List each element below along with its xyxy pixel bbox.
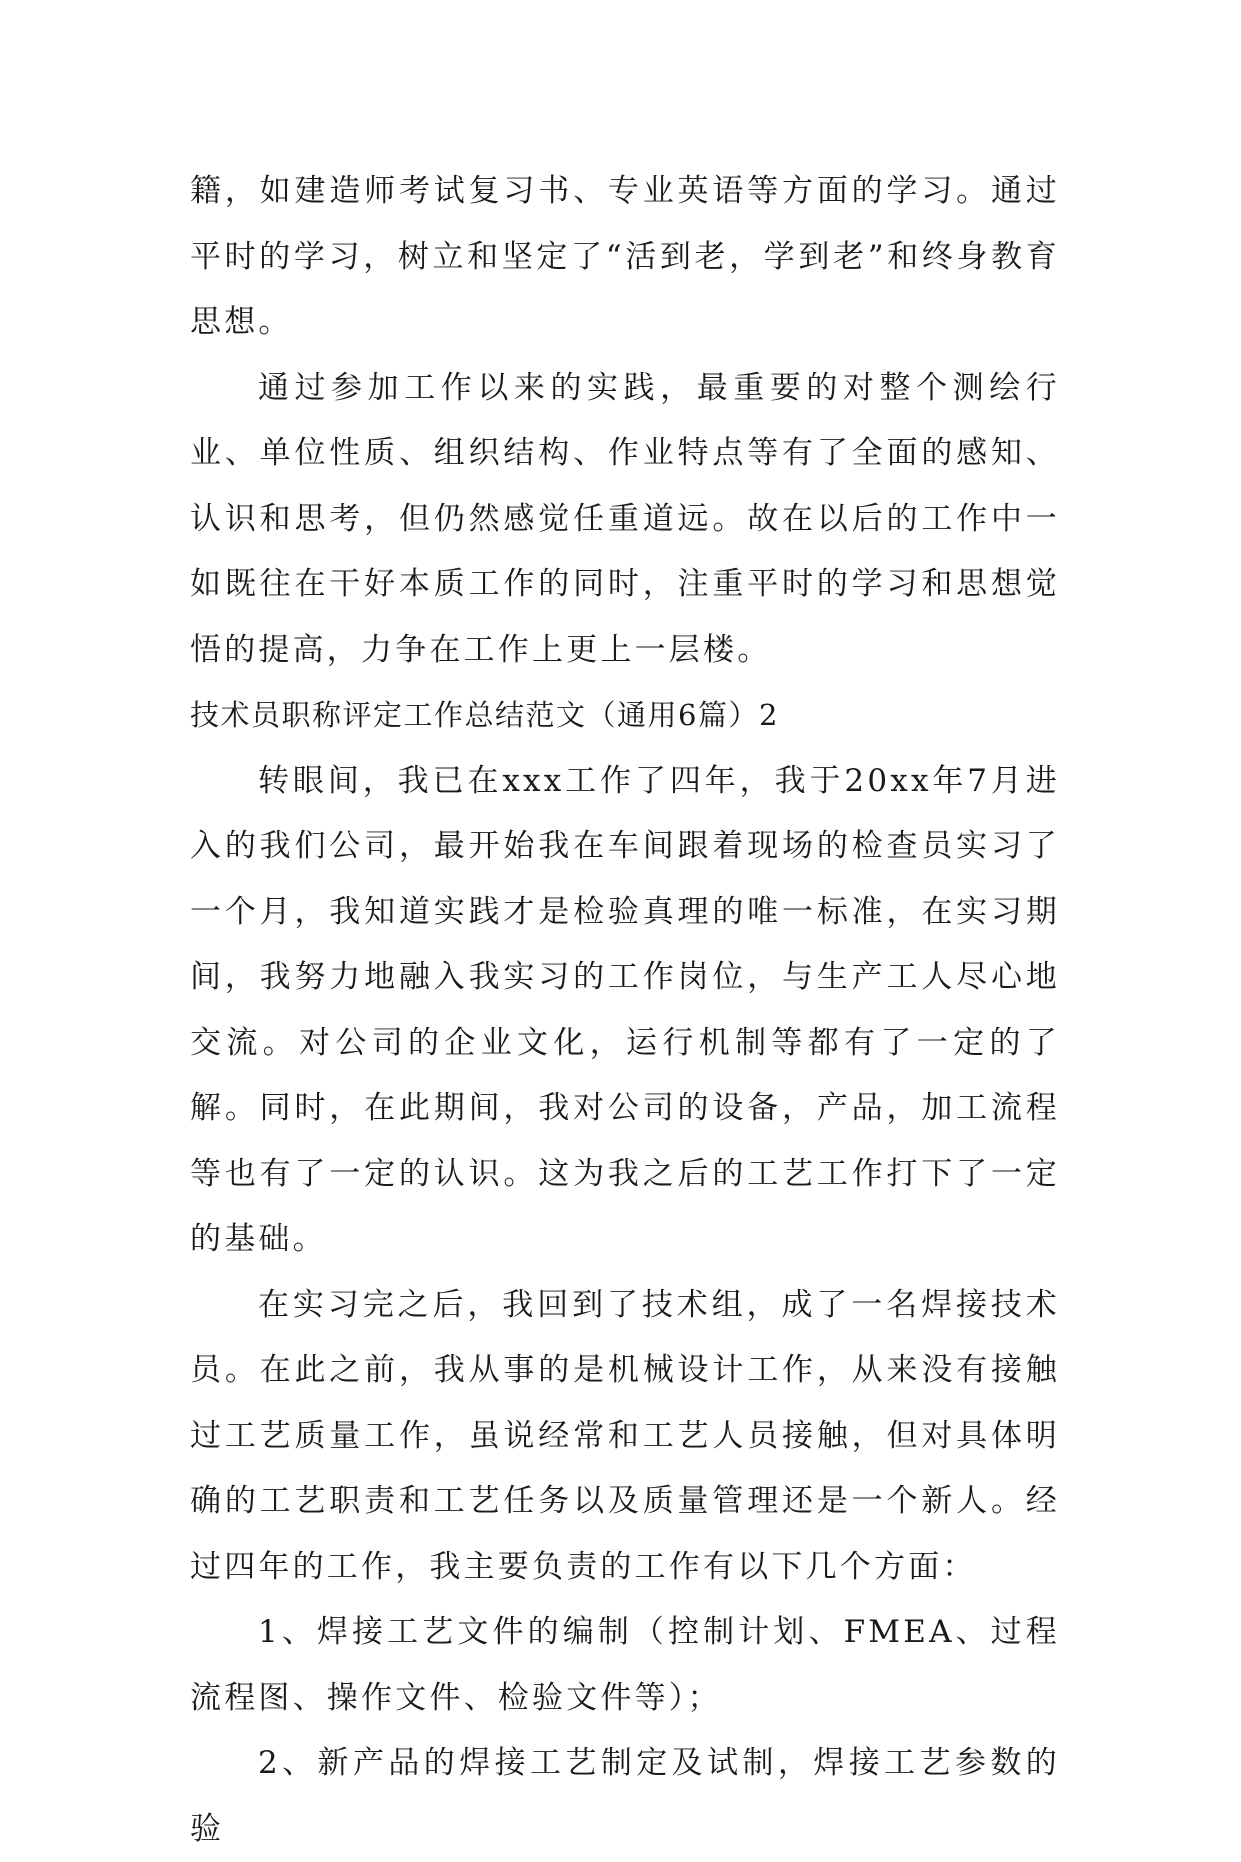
document-body (190, 159, 1060, 1862)
paragraph-internship: 转眼间，我已在xxx工作了四年，我于20xx年7月进入的我们公司，最开始我在车间跟着现场的检查员实习了一个月，我知道实践才是检验真理的唯一标准，在实习期间，我努力地融入我实习的工作岗位，与生产工人尽心地交流。对公司的企业文化，运行机制等都有了一定的了解。同时，在此期间，我对公司的设备，产品，加工流程等也有了一定的认识。这为我之后的工艺工作打下了一定的基础。 (190, 762, 1060, 1257)
paragraph-continued: 籍，如建造师考试复习书、专业英语等方面的学习。通过平时的学习，树立和坚定了“活到老，学到老”和终身教育思想。 (190, 173, 1060, 340)
list-item-2: 2、新产品的焊接工艺制定及试制，焊接工艺参数的验 (190, 1745, 1060, 1847)
paragraph-practice-reflection: 通过参加工作以来的实践，最重要的对整个测绘行业、单位性质、组织结构、作业特点等有了全面的感知、认识和思考，但仍然感觉任重道远。故在以后的工作中一如既往在干好本质工作的同时，注重平时的学习和思想觉悟的提高，力争在工作上更上一层楼。 (190, 369, 1060, 668)
section-title: 技术员职称评定工作总结范文（通用6篇）2 (190, 698, 779, 732)
list-item-1: 1、焊接工艺文件的编制（控制计划、FMEA、过程流程图、操作文件、检验文件等）； (190, 1614, 1060, 1716)
paragraph-welding-technician: 在实习完之后，我回到了技术组，成了一名焊接技术员。在此之前，我从事的是机械设计工作，从来没有接触过工艺质量工作，虽说经常和工艺人员接触，但对具体明确的工艺职责和工艺任务以及质量管理还是一个新人。经过四年的工作，我主要负责的工作有以下几个方面： (190, 1286, 1060, 1585)
